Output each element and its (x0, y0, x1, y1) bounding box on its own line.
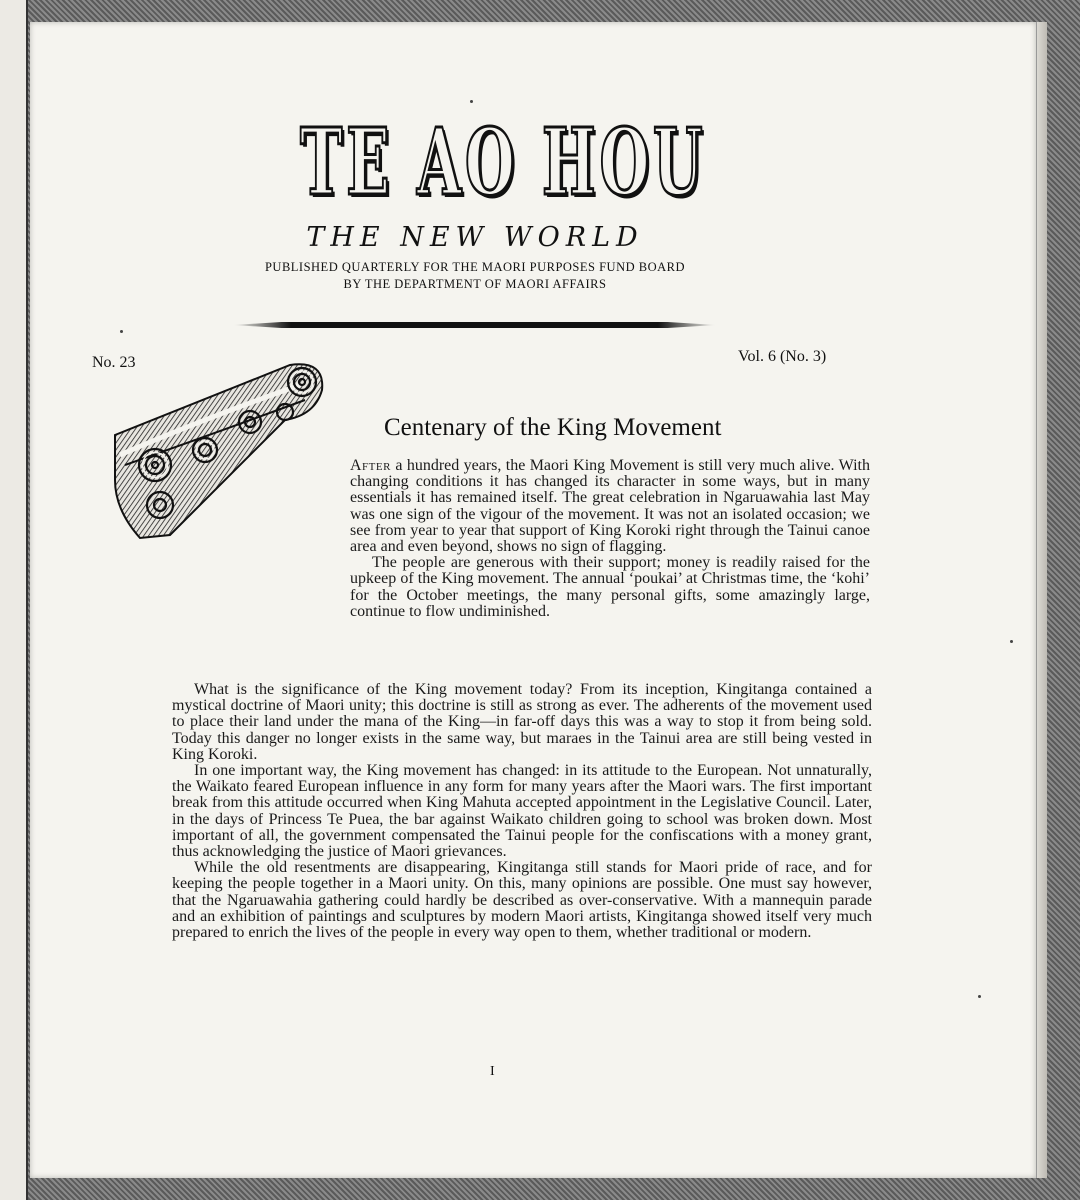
scan-speck (978, 995, 981, 998)
lead-word: After (350, 457, 391, 474)
publisher-line-2: BY THE DEPARTMENT OF MAORI AFFAIRS (343, 277, 607, 291)
article-paragraph-4: In one important way, the King movement has changed: in its attitude to the European. Not unnaturally, the Waikato feared European influence in any form for many years after the Maori wars. The first important break from this attitude occurred when King Mahuta accepted appointment in the Legislative Council. Later, in the days of Princess Te Puea, the bar against Waikato children going to school was broken down. Most important of all, the government compensated the Tainui people for the confiscations with a money grant, thus acknowledging the justice of Maori grievances. (172, 762, 872, 861)
article-paragraph-1: After a hundred years, the Maori King Movement is still very much alive. With changing conditions it has changed its character in some ways, but in many essentials it has remained itself. The great celebration in Ngaruawahia last May was one sign of the vigour of the movement. It was not an isolated occasion; we see from year to year that support of King Koroki right through the Tainui canoe area and even beyond, shows no sign of flagging. (350, 457, 870, 556)
article-paragraph-3: What is the significance of the King movement today? From its inception, Kingitanga contained a mystical doctrine of Maori unity; this doctrine is still as strong as ever. The adherents of the movement used to place their land under the mana of the King—in far-off days this was a way to stop it from being sold. Today this danger no longer exists in the same way, but maraes in the Tainui area are still being vested in King Koroki. (172, 681, 872, 763)
volume-number: Vol. 6 (No. 3) (738, 348, 827, 365)
masthead-rule (233, 322, 716, 328)
scan-speck (120, 330, 123, 333)
issue-number: No. 23 (92, 354, 136, 371)
publisher-line-1: PUBLISHED QUARTERLY FOR THE MAORI PURPOSES FUND BOARD (264, 260, 686, 274)
article-body-main (172, 682, 872, 941)
masthead-title: TE AO HOU (300, 108, 707, 216)
scan-speck (1010, 640, 1013, 643)
masthead-subtitle: THE NEW WORLD (306, 222, 644, 253)
article-paragraph-2: The people are generous with their support; money is readily raised for the upkeep of the King movement. The annual ‘poukai’ at Christmas time, the ‘kohi’ for the October meetings, the many personal gifts, some amazingly large, continue to flow undiminished. (350, 554, 870, 620)
page-number: I (490, 1064, 495, 1079)
article-body-top (350, 458, 870, 620)
article-title: Centenary of the King Movement (384, 414, 722, 441)
article-paragraph-5: While the old resentments are disappearing, Kingitanga still stands for Maori pride of race, and for keeping the people together in a Maori unity. On this, many opinions are possible. One must say however, that the Ngaruawahia gathering could hardly be described as over-conservative. With a mannequin parade and an exhibition of paintings and sculptures by modern Maori artists, Kingitanga showed itself very much prepared to enrich the lives of the people in every way open to them, whether traditional or modern. (172, 859, 872, 942)
scan-speck (470, 100, 473, 103)
maori-carving-illustration (110, 360, 330, 540)
page-stack-edge (1036, 22, 1047, 1178)
facing-page-edge (0, 0, 28, 1200)
